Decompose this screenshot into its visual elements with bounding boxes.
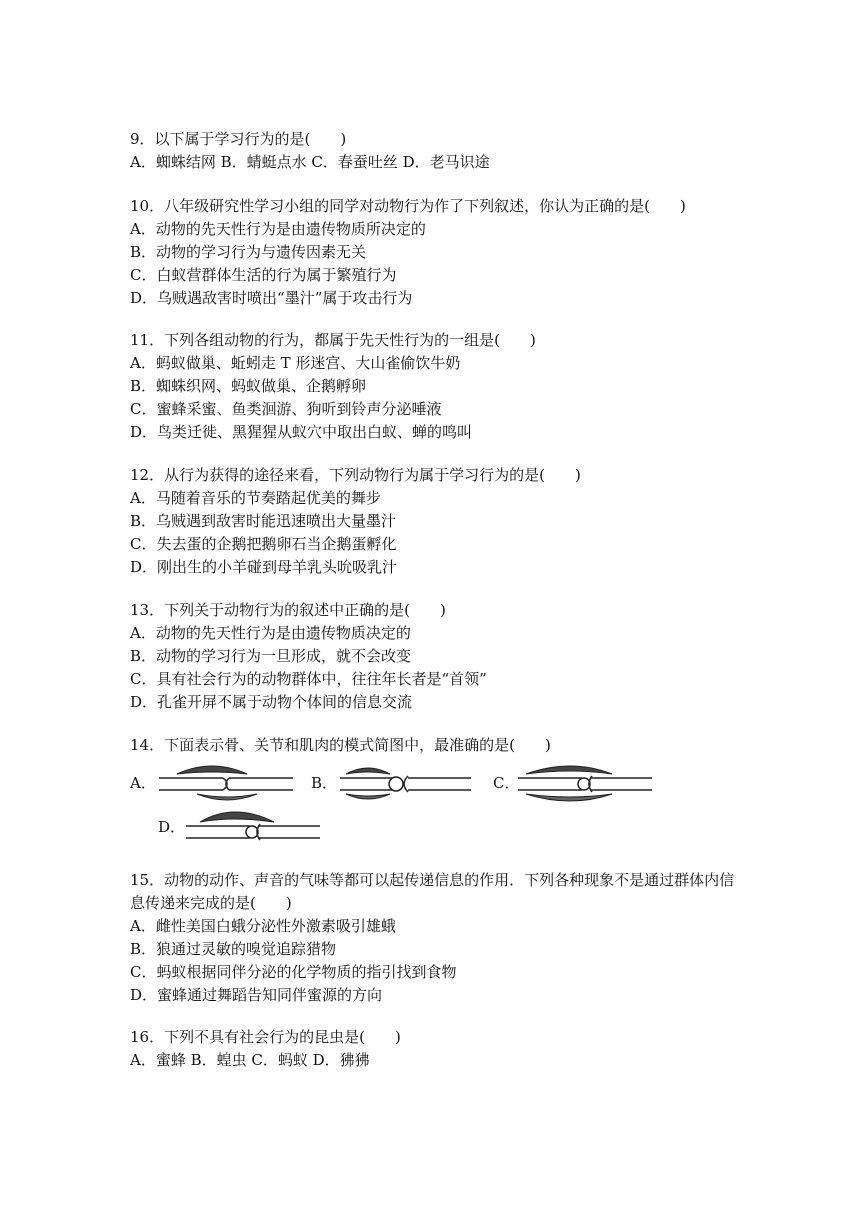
figure-label-d: D． <box>158 818 186 836</box>
question-options: A．蜜蜂 B．蝗虫 C．蚂蚁 D．狒狒 <box>130 1051 370 1069</box>
question-stem: 10．八年级研究性学习小组的同学对动物行为作了下列叙述，你认为正确的是( ) <box>130 197 686 215</box>
question-9 <box>130 128 730 174</box>
option-c: C．失去蛋的企鹅把鹅卵石当企鹅蛋孵化 <box>130 535 397 553</box>
option-b: B．乌贼遇到敌害时能迅速喷出大量墨汁 <box>130 512 397 530</box>
joint-diagram-d <box>184 802 322 848</box>
figure-label-a: A． <box>130 774 156 792</box>
question-stem-continued: 息传递来完成的是( ) <box>130 894 292 912</box>
option-d: D．孔雀开屏不属于动物个体间的信息交流 <box>130 693 413 711</box>
question-stem: 16．下列不具有社会行为的昆虫是( ) <box>130 1028 401 1046</box>
option-a: A．雌性美国白蛾分泌性外激素吸引雄蛾 <box>130 917 396 935</box>
option-a: A．蚂蚁做巢、蚯蚓走 T 形迷宫、大山雀偷饮牛奶 <box>130 354 461 372</box>
question-14 <box>130 734 730 757</box>
question-stem: 9．以下属于学习行为的是( ) <box>130 130 347 148</box>
question-stem: 14．下面表示骨、关节和肌肉的模式简图中，最准确的是( ) <box>130 736 551 754</box>
option-d: D．乌贼遇敌害时喷出“墨汁”属于攻击行为 <box>130 289 413 307</box>
joint-diagram-b <box>338 760 473 806</box>
question-15 <box>130 869 735 1007</box>
question-13 <box>130 599 730 714</box>
joint-diagram-a <box>157 760 295 806</box>
question-10 <box>130 195 730 310</box>
option-c: C．蚂蚁根据同伴分泌的化学物质的指引找到食物 <box>130 963 457 981</box>
option-c: C．具有社会行为的动物群体中，往往年长者是“首领” <box>130 670 487 688</box>
figure-label-b: B． <box>311 774 338 792</box>
option-d: D．鸟类迁徙、黑猩猩从蚁穴中取出白蚁、蝉的鸣叫 <box>130 423 473 441</box>
option-d: D．刚出生的小羊碰到母羊乳头吮吸乳汁 <box>130 558 398 576</box>
option-c: C．蜜蜂采蜜、鱼类洄游、狗听到铃声分泌唾液 <box>130 400 442 418</box>
option-b: B．蜘蛛织网、蚂蚁做巢、企鹅孵卵 <box>130 377 367 395</box>
option-b: B．动物的学习行为一旦形成，就不会改变 <box>130 647 412 665</box>
question-stem: 15．动物的动作、声音的气味等都可以起传递信息的作用．下列各种现象不是通过群体内信 <box>130 871 735 889</box>
question-16 <box>130 1026 730 1072</box>
option-a: A．动物的先天性行为是由遗传物质决定的 <box>130 624 411 642</box>
option-a: A．动物的先天性行为是由遗传物质所决定的 <box>130 220 426 238</box>
question-12 <box>130 464 730 579</box>
question-stem: 11．下列各组动物的行为，都属于先天性行为的一组是( ) <box>130 331 536 349</box>
joint-diagram-c <box>516 760 654 806</box>
question-stem: 12．从行为获得的途径来看，下列动物行为属于学习行为的是( ) <box>130 466 581 484</box>
question-options: A．蜘蛛结网 B．蜻蜓点水 C．春蚕吐丝 D．老马识途 <box>130 153 490 171</box>
figure-label-c: C． <box>493 774 520 792</box>
option-a: A．马随着音乐的节奏踏起优美的舞步 <box>130 489 381 507</box>
option-b: B．狼通过灵敏的嗅觉追踪猎物 <box>130 940 337 958</box>
option-c: C．白蚁营群体生活的行为属于繁殖行为 <box>130 266 397 284</box>
option-b: B．动物的学习行为与遗传因素无关 <box>130 243 367 261</box>
question-stem: 13．下列关于动物行为的叙述中正确的是( ) <box>130 601 446 619</box>
question-11 <box>130 329 730 444</box>
option-d: D．蜜蜂通过舞蹈告知同伴蜜源的方向 <box>130 986 383 1004</box>
